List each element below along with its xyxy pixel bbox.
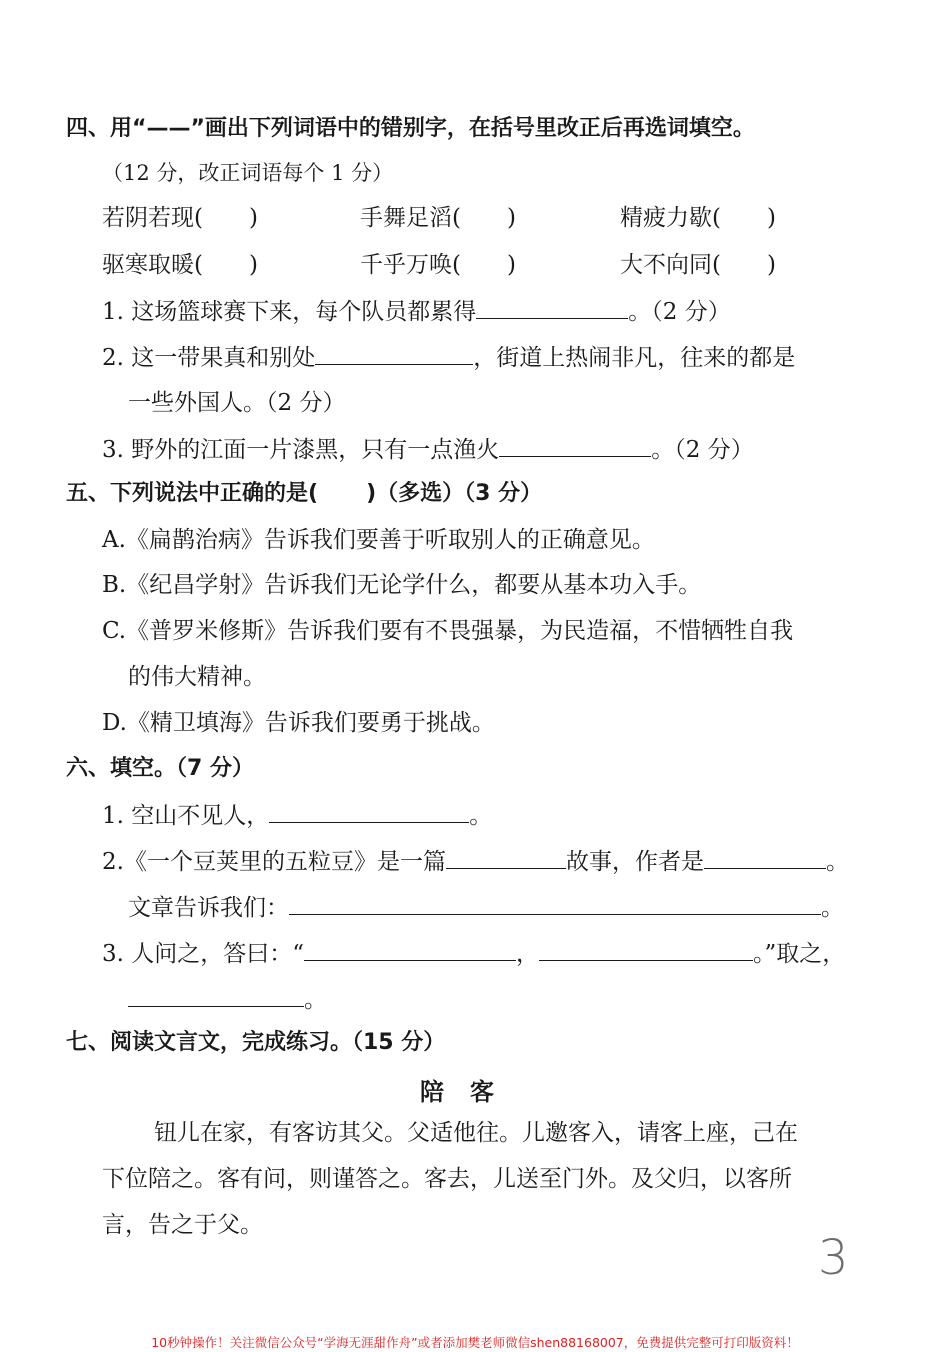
- q4-word-5: 千乎万唤( ): [360, 252, 516, 278]
- q4-s3-text: 3. 野外的江面一片漆黑，只有一点渔火: [102, 437, 500, 463]
- q4-s1-text: 1. 这场篮球赛下来，每个队员都累得: [102, 299, 477, 325]
- q6-s2-blank-author[interactable]: [704, 846, 826, 869]
- q6-heading: 六、填空。（7 分）: [66, 756, 254, 781]
- passage-line-2: 下位陪之。客有问，则谨答之。客去，儿送至门外。及父归，以客所: [102, 1166, 792, 1192]
- q6-s2-tail: 。: [825, 849, 849, 875]
- q6-s2-cont-tail: 。: [821, 895, 844, 921]
- q5-heading: [66, 479, 542, 509]
- q6-s2-blank-lesson[interactable]: [289, 892, 821, 915]
- q6-s2-text: 2.《一个豆荚里的五粒豆》是一篇: [102, 849, 446, 875]
- q6-s3-comma: ，: [516, 941, 540, 967]
- q4-sentence-2: [102, 342, 795, 373]
- q5-option-d: D.《精卫填海》告诉我们要勇于挑战。: [102, 710, 495, 736]
- q4-word-3: 精疲力歇( ): [620, 205, 776, 231]
- q4-s2-continuation: 一些外国人。（2 分）: [128, 390, 346, 416]
- q4-s1-tail: 。（2 分）: [628, 299, 731, 325]
- q4-word-2: 手舞足滔( ): [360, 205, 516, 231]
- passage-line-1: 钮儿在家，有客访其父。父适他往。儿邀客入，请客上座，己在: [154, 1120, 798, 1146]
- q4-word-6: 大不向同( ): [620, 252, 776, 278]
- q7-heading: 七、阅读文言文，完成练习。（15 分）: [66, 1030, 446, 1055]
- q6-sentence-1: [102, 800, 492, 831]
- q4-word-1: 若阴若现( ): [102, 205, 258, 231]
- q4-s1-blank[interactable]: [476, 296, 628, 319]
- q5-option-a: A.《扁鹊治病》告诉我们要善于听取别人的正确意见。: [102, 527, 655, 553]
- q5-heading-points: )（多选）（3 分）: [366, 481, 543, 506]
- q6-s1-text: 1. 空山不见人，: [102, 803, 270, 829]
- q5-option-b: B.《纪昌学射》告诉我们无论学什么，都要从基本功入手。: [102, 572, 702, 598]
- q5-option-c-cont: 的伟大精神。: [128, 664, 266, 690]
- q6-s3-blank-2[interactable]: [539, 938, 753, 961]
- q6-sentence-2: [102, 846, 849, 877]
- q6-s2-cont-text: 文章告诉我们：: [128, 895, 289, 921]
- q4-sentence-3: [102, 434, 754, 465]
- q4-s3-tail: 。（2 分）: [651, 437, 754, 463]
- q4-s2-tail: ，街道上热闹非凡，往来的都是: [473, 345, 796, 371]
- q6-sentence-3: [102, 938, 845, 969]
- q4-word-4: 驱寒取暖( ): [102, 252, 258, 278]
- q6-s1-tail: 。: [469, 803, 493, 829]
- q6-s3-continuation: [128, 984, 327, 1015]
- q5-option-c: C.《普罗米修斯》告诉我们要有不畏强暴，为民造福，不惜牺牲自我: [102, 618, 794, 644]
- q6-s2-blank-genre[interactable]: [446, 846, 566, 869]
- q6-s3-text: 3. 人问之，答曰：“: [102, 941, 305, 967]
- q6-s3-end: 。: [304, 987, 327, 1013]
- footer-notice: 10秒钟操作！关注微信公众号“学海无涯甜作舟”或者添加樊老师微信shen88168007，免费提供完整可打印版资料！: [151, 1335, 799, 1350]
- q6-s3-blank-3[interactable]: [128, 984, 304, 1007]
- q6-s2-mid: 故事，作者是: [565, 849, 704, 875]
- q4-points: （12 分，改正词语每个 1 分）: [102, 161, 394, 185]
- q4-sentence-1: [102, 296, 731, 327]
- q4-heading: 四、用“——”画出下列词语中的错别字，在括号里改正后再选词填空。: [66, 116, 755, 141]
- q6-s2-continuation: [128, 892, 844, 923]
- page-number: 3: [818, 1230, 849, 1286]
- q4-s2-blank[interactable]: [315, 342, 473, 365]
- passage-line-3: 言，告之于父。: [102, 1212, 263, 1238]
- q4-s3-blank[interactable]: [499, 434, 651, 457]
- q4-s2-text: 2. 这一带果真和别处: [102, 345, 316, 371]
- q6-s3-blank-1[interactable]: [304, 938, 516, 961]
- q6-s3-tail: 。”取之，: [753, 941, 846, 967]
- q6-s1-blank[interactable]: [269, 800, 469, 823]
- passage-title: 陪客: [420, 1078, 520, 1106]
- q5-heading-text: 五、下列说法中正确的是(: [66, 481, 319, 506]
